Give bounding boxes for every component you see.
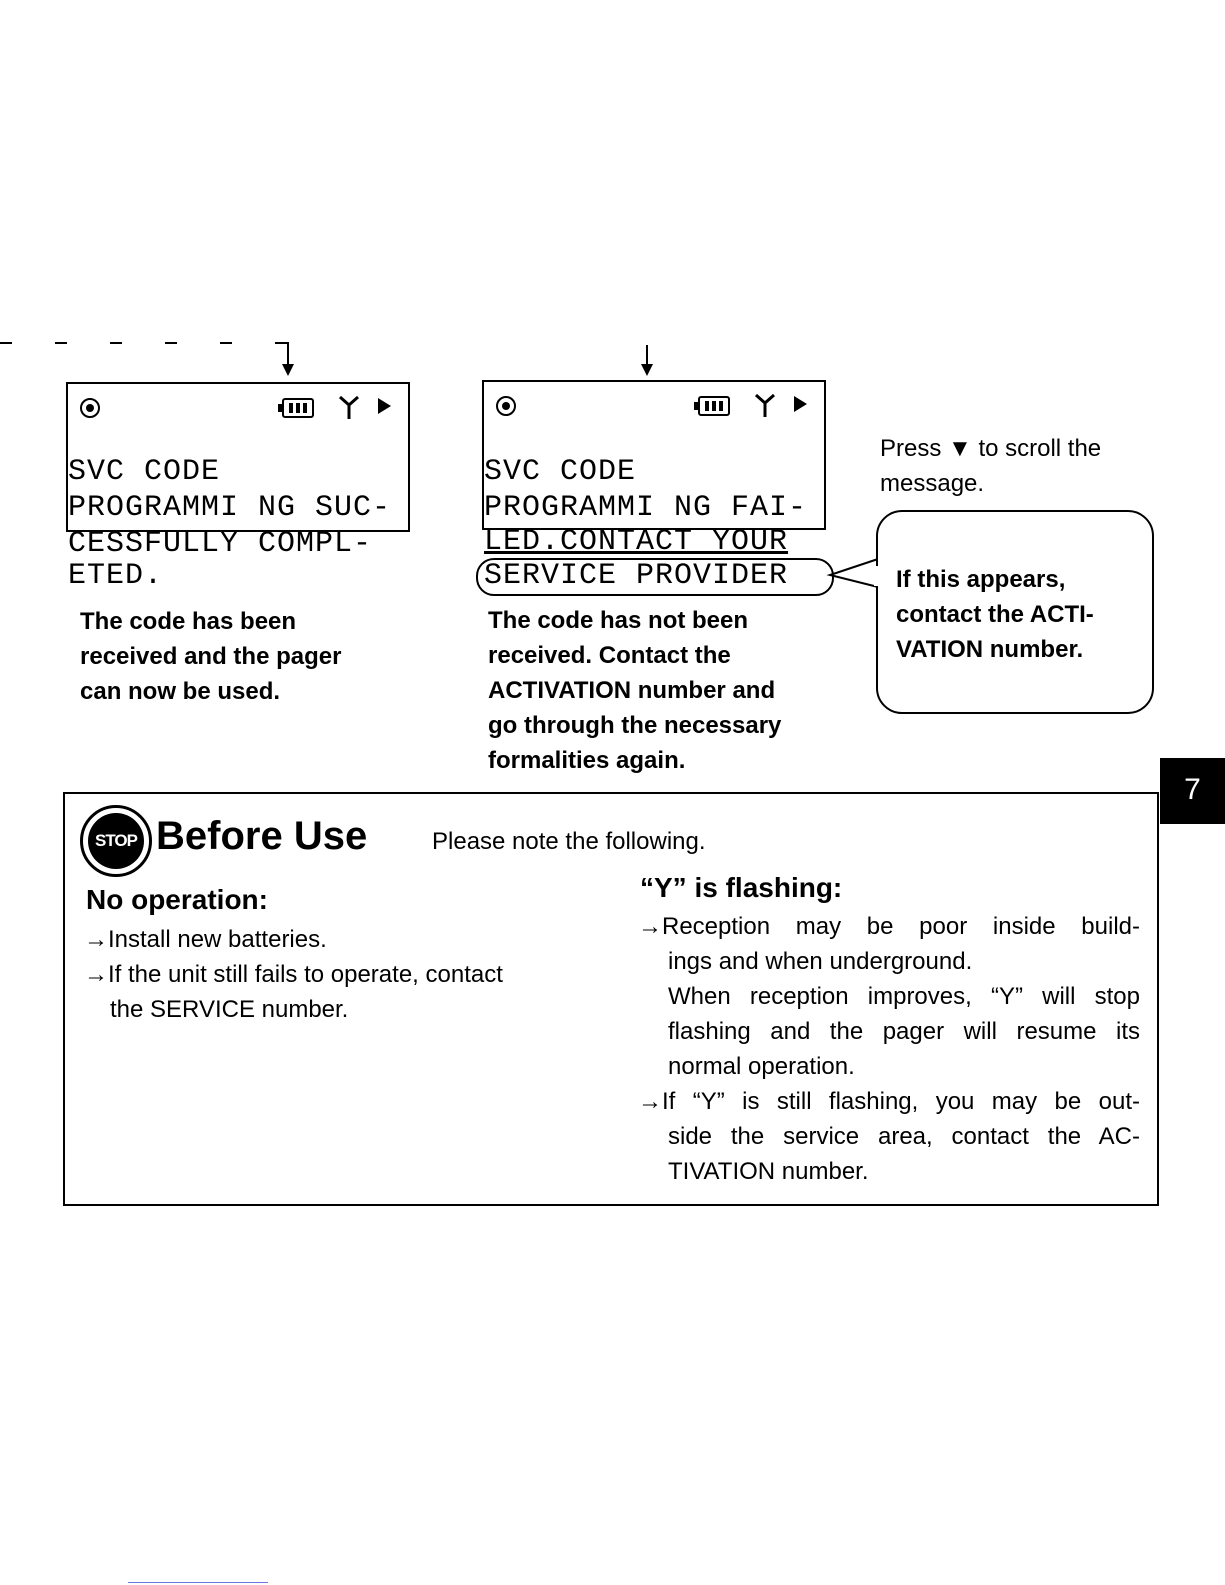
list-item: normal operation.: [668, 1053, 855, 1080]
callout-text: [896, 562, 1094, 667]
note-line: message.: [880, 470, 985, 497]
down-arrow-icon: [641, 364, 653, 376]
caption-line: The code has not been: [488, 607, 749, 634]
lcd-line-2: PROGRAMMI NG SUC-: [68, 491, 392, 525]
lcd-continuation-2: ETED.: [68, 559, 164, 593]
antenna-icon: [754, 392, 776, 418]
battery-icon: [698, 396, 730, 416]
list-item: →If “Υ” is still flashing, you may be out-: [638, 1088, 1140, 1115]
note-line: Press ▼ to scroll the: [880, 435, 1102, 462]
list-item: side the service area, contact the AC-: [668, 1123, 1140, 1150]
status-dot-icon: [80, 398, 100, 418]
list-item: →Reception may be poor inside build-: [638, 913, 1140, 940]
antenna-icon: [338, 394, 360, 420]
caption-line: formalities again.: [488, 747, 686, 774]
lcd-continuation-2: SERVICE PROVIDER: [484, 559, 789, 593]
caption-line: The code has been: [80, 608, 297, 635]
left-pager-display: [66, 382, 410, 532]
list-item: When reception improves, “Υ” will stop: [668, 983, 1140, 1010]
right-pager-display: [482, 380, 826, 530]
list-item: TIVATION number.: [668, 1158, 869, 1185]
top-dashed-rule: [0, 342, 300, 344]
list-item: →Install new batteries.: [84, 926, 327, 953]
no-operation-heading: No operation:: [86, 884, 268, 915]
caption-line: ACTIVATION number and: [488, 677, 776, 704]
caption-line: received. Contact the: [488, 642, 731, 669]
play-arrow-icon: [376, 397, 392, 415]
scroll-note: [880, 431, 1101, 501]
lcd-line-2: PROGRAMMI NG FAI-: [484, 491, 808, 525]
list-item: the SERVICE number.: [110, 996, 349, 1023]
right-caption: [488, 603, 781, 778]
lcd-continuation-1: CESSFULLY COMPL-: [68, 527, 373, 561]
callout-line: If this appears,: [896, 566, 1066, 593]
stop-sign-icon: [80, 805, 152, 877]
lcd-line-1: SVC CODE: [68, 455, 221, 489]
left-caption: [80, 604, 341, 709]
bottom-link-line: [128, 1582, 268, 1583]
lcd-continuation-1: LED.CONTACT YOUR: [484, 525, 789, 559]
caption-line: can now be used.: [80, 678, 281, 705]
callout-join: [874, 566, 880, 586]
callout-bubble: [876, 510, 1154, 714]
callout-line: VATION number.: [896, 636, 1084, 663]
list-item: →If the unit still fails to operate, contact: [84, 961, 503, 988]
list-item: flashing and the pager will resume its: [668, 1018, 1140, 1045]
caption-line: go through the necessary: [488, 712, 782, 739]
caption-line: received and the pager: [80, 643, 342, 670]
callout-line: contact the ACTI-: [896, 601, 1094, 628]
stop-label: STOP: [88, 813, 144, 869]
battery-icon: [282, 398, 314, 418]
callout-pointer: [826, 555, 880, 591]
before-use-title: Before Use: [156, 814, 368, 858]
list-item: ings and when underground.: [668, 948, 973, 975]
down-arrow-icon: [282, 364, 294, 376]
lcd-line-1: SVC CODE: [484, 455, 637, 489]
page-number-tab: 7: [1160, 758, 1225, 824]
status-dot-icon: [496, 396, 516, 416]
flashing-heading: “Υ” is flashing:: [640, 872, 843, 903]
play-arrow-icon: [792, 395, 808, 413]
before-use-note: Please note the following.: [432, 828, 706, 855]
